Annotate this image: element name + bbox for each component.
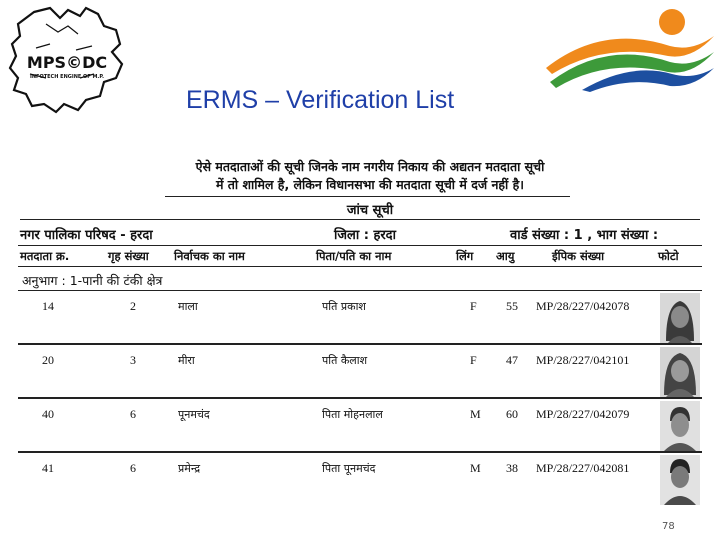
emblem-logo [542, 2, 718, 92]
name-cell: पूनमचंद [178, 408, 210, 421]
slide-title: ERMS – Verification List [186, 86, 455, 114]
table-row [18, 401, 702, 453]
column-header-epic: ईपिक संख्या [552, 249, 605, 263]
age-cell: 55 [506, 299, 518, 313]
voter-no-cell: 41 [42, 461, 54, 475]
epic-cell: MP/28/227/042078 [536, 299, 630, 313]
age-cell: 38 [506, 461, 518, 475]
voter-photo [660, 455, 700, 505]
page-number: 78 [662, 521, 675, 532]
mpsedc-logo [6, 4, 128, 114]
column-header-name: निर्वाचक का नाम [174, 249, 245, 263]
house-no-cell: 3 [130, 353, 136, 367]
ward-part-label: वार्ड संख्या : 1 , भाग संख्या : [510, 228, 659, 243]
voter-no-cell: 20 [42, 353, 54, 367]
voter-photo [660, 347, 700, 397]
epic-cell: MP/28/227/042081 [536, 461, 630, 475]
divider [165, 196, 570, 197]
house-no-cell: 6 [130, 407, 136, 421]
divider [20, 219, 700, 220]
logo-wordmark: MPS©DC [26, 53, 108, 72]
epic-cell: MP/28/227/042079 [536, 407, 630, 421]
column-header-voter-no: मतदाता क्र. [20, 249, 70, 263]
column-header-house-no: गृह संख्या [108, 249, 149, 263]
relation-cell: पति कैलाश [322, 354, 368, 367]
section-label: अनुभाग : 1-पानी की टंकी क्षेत्र [22, 273, 163, 288]
gender-cell: M [470, 461, 481, 475]
logo-subtext: INFOTECH ENGINE OF M.P. [30, 74, 104, 80]
house-no-cell: 2 [130, 299, 136, 313]
table-row [18, 347, 702, 399]
column-header-photo: फोटो [658, 249, 679, 263]
gender-cell: F [470, 353, 477, 367]
table-header [18, 245, 702, 267]
column-header-gender: लिंग [456, 249, 474, 263]
name-cell: प्रमेन्द्र [178, 462, 201, 475]
gender-cell: M [470, 407, 481, 421]
column-header-relation: पिता/पति का नाम [316, 249, 392, 263]
epic-cell: MP/28/227/042101 [536, 353, 630, 367]
relation-cell: पिता मोहनलाल [322, 408, 383, 421]
document-heading-line-2: में तो शामिल है, लेकिन विधानसभा की मतदाता सूची में दर्ज नहीं है। [215, 177, 525, 192]
municipality-label: नगर पालिका परिषद - हरदा [20, 228, 153, 243]
verification-document [0, 150, 720, 530]
divider [18, 290, 702, 291]
table-row [18, 455, 702, 507]
gender-cell: F [470, 299, 477, 313]
list-title: जांच सूची [346, 203, 394, 218]
relation-cell: पति प्रकाश [322, 300, 366, 313]
house-no-cell: 6 [130, 461, 136, 475]
relation-cell: पिता पूनमचंद [322, 462, 376, 475]
document-heading-line-1: ऐसे मतदाताओं की सूची जिनके नाम नगरीय निकाय की अद्यतन मतदाता सूची [195, 159, 545, 174]
voter-photo [660, 293, 700, 343]
voter-no-cell: 14 [42, 299, 54, 313]
name-cell: मीरा [178, 354, 195, 367]
age-cell: 60 [506, 407, 518, 421]
voter-no-cell: 40 [42, 407, 54, 421]
age-cell: 47 [506, 353, 518, 367]
column-header-age: आयु [496, 249, 515, 263]
district-label: जिला : हरदा [334, 228, 396, 243]
name-cell: माला [178, 300, 198, 313]
voter-photo [660, 401, 700, 451]
table-row [18, 293, 702, 345]
